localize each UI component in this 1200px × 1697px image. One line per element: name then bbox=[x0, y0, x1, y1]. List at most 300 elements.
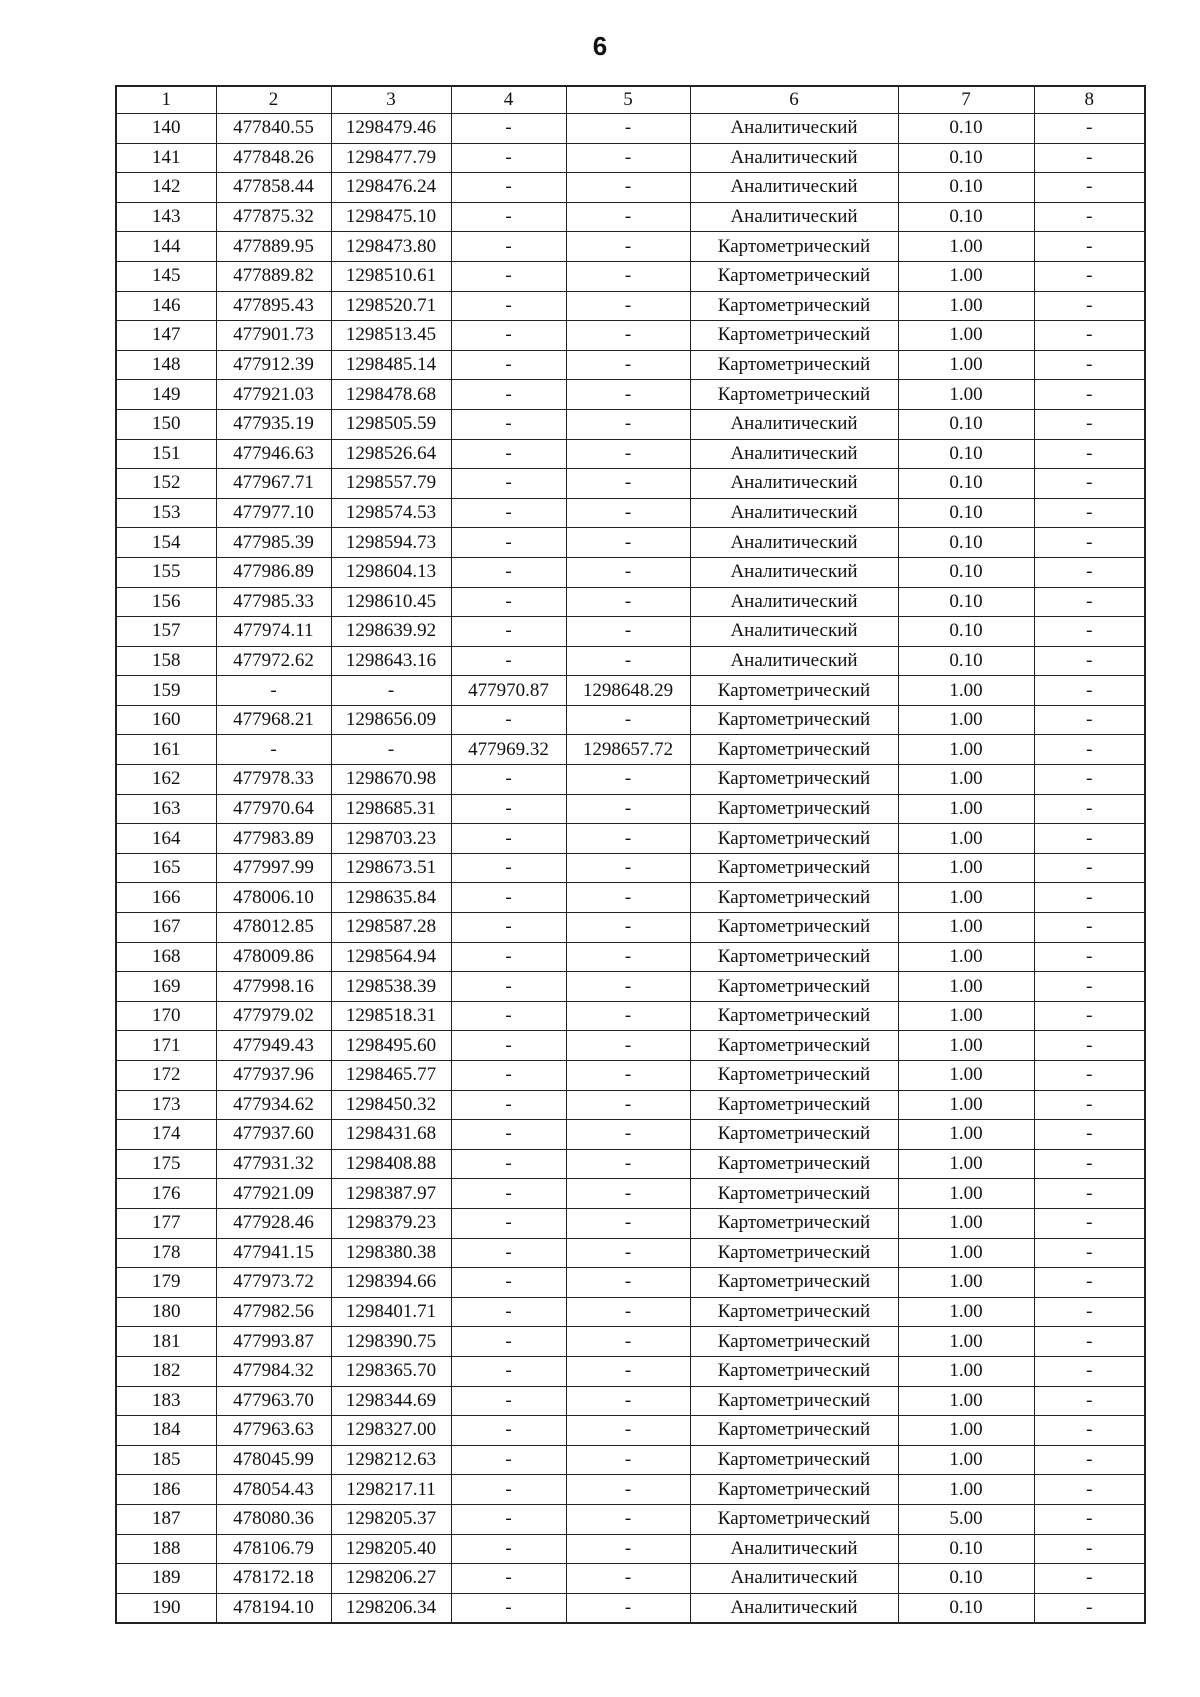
cell-note: - bbox=[1034, 1416, 1145, 1446]
cell-method: Картометрический bbox=[690, 1149, 898, 1179]
table-row bbox=[116, 1238, 1145, 1268]
cell-accuracy: 1.00 bbox=[898, 1061, 1034, 1091]
cell-method: Картометрический bbox=[690, 1268, 898, 1298]
table-row bbox=[116, 1386, 1145, 1416]
cell-note: - bbox=[1034, 321, 1145, 351]
cell-x-coordinate: 477921.03 bbox=[216, 380, 331, 410]
cell-y-coordinate-alt: - bbox=[566, 1445, 690, 1475]
cell-note: - bbox=[1034, 735, 1145, 765]
cell-x-coordinate-alt: - bbox=[451, 913, 566, 943]
cell-x-coordinate-alt: - bbox=[451, 202, 566, 232]
cell-x-coordinate: 477946.63 bbox=[216, 439, 331, 469]
cell-x-coordinate-alt: - bbox=[451, 350, 566, 380]
cell-x-coordinate: - bbox=[216, 676, 331, 706]
cell-point-number: 167 bbox=[116, 913, 216, 943]
cell-x-coordinate: 477998.16 bbox=[216, 972, 331, 1002]
cell-x-coordinate-alt: - bbox=[451, 1504, 566, 1534]
cell-note: - bbox=[1034, 705, 1145, 735]
cell-x-coordinate-alt: - bbox=[451, 794, 566, 824]
cell-y-coordinate: 1298387.97 bbox=[331, 1179, 451, 1209]
cell-y-coordinate-alt: - bbox=[566, 1268, 690, 1298]
cell-y-coordinate-alt: - bbox=[566, 1356, 690, 1386]
cell-x-coordinate-alt: - bbox=[451, 1149, 566, 1179]
cell-y-coordinate-alt: - bbox=[566, 469, 690, 499]
cell-note: - bbox=[1034, 261, 1145, 291]
cell-x-coordinate: 478106.79 bbox=[216, 1534, 331, 1564]
cell-note: - bbox=[1034, 1386, 1145, 1416]
cell-accuracy: 1.00 bbox=[898, 705, 1034, 735]
cell-note: - bbox=[1034, 1475, 1145, 1505]
cell-accuracy: 1.00 bbox=[898, 735, 1034, 765]
cell-y-coordinate-alt: - bbox=[566, 587, 690, 617]
cell-x-coordinate: 477986.89 bbox=[216, 557, 331, 587]
table-row bbox=[116, 202, 1145, 232]
table-row bbox=[116, 439, 1145, 469]
cell-x-coordinate-alt: - bbox=[451, 1238, 566, 1268]
cell-note: - bbox=[1034, 143, 1145, 173]
cell-point-number: 181 bbox=[116, 1327, 216, 1357]
cell-point-number: 172 bbox=[116, 1061, 216, 1091]
table-row bbox=[116, 1564, 1145, 1594]
cell-y-coordinate-alt: - bbox=[566, 380, 690, 410]
cell-x-coordinate: 478012.85 bbox=[216, 913, 331, 943]
cell-accuracy: 1.00 bbox=[898, 1416, 1034, 1446]
cell-accuracy: 1.00 bbox=[898, 1386, 1034, 1416]
cell-y-coordinate: 1298538.39 bbox=[331, 972, 451, 1002]
cell-accuracy: 1.00 bbox=[898, 853, 1034, 883]
table-row bbox=[116, 232, 1145, 262]
cell-x-coordinate: 477937.96 bbox=[216, 1061, 331, 1091]
table-row bbox=[116, 1208, 1145, 1238]
cell-x-coordinate: 477921.09 bbox=[216, 1179, 331, 1209]
column-header: 3 bbox=[331, 86, 451, 114]
cell-point-number: 177 bbox=[116, 1208, 216, 1238]
cell-y-coordinate: 1298574.53 bbox=[331, 498, 451, 528]
cell-point-number: 159 bbox=[116, 676, 216, 706]
cell-x-coordinate: 478045.99 bbox=[216, 1445, 331, 1475]
cell-y-coordinate: 1298206.27 bbox=[331, 1564, 451, 1594]
cell-point-number: 190 bbox=[116, 1593, 216, 1623]
table-row bbox=[116, 1179, 1145, 1209]
cell-point-number: 168 bbox=[116, 942, 216, 972]
cell-point-number: 189 bbox=[116, 1564, 216, 1594]
cell-y-coordinate-alt: - bbox=[566, 114, 690, 144]
cell-x-coordinate-alt: - bbox=[451, 143, 566, 173]
cell-y-coordinate-alt: 1298648.29 bbox=[566, 676, 690, 706]
cell-method: Картометрический bbox=[690, 1090, 898, 1120]
cell-point-number: 175 bbox=[116, 1149, 216, 1179]
cell-y-coordinate-alt: - bbox=[566, 824, 690, 854]
cell-note: - bbox=[1034, 1534, 1145, 1564]
table-row bbox=[116, 143, 1145, 173]
cell-y-coordinate-alt: - bbox=[566, 972, 690, 1002]
cell-point-number: 166 bbox=[116, 883, 216, 913]
cell-x-coordinate: 477934.62 bbox=[216, 1090, 331, 1120]
table-row bbox=[116, 321, 1145, 351]
table-row bbox=[116, 587, 1145, 617]
cell-x-coordinate-alt: - bbox=[451, 1179, 566, 1209]
cell-y-coordinate-alt: - bbox=[566, 498, 690, 528]
cell-accuracy: 1.00 bbox=[898, 1179, 1034, 1209]
cell-y-coordinate-alt: - bbox=[566, 1031, 690, 1061]
table-row bbox=[116, 469, 1145, 499]
cell-accuracy: 0.10 bbox=[898, 143, 1034, 173]
cell-note: - bbox=[1034, 557, 1145, 587]
cell-x-coordinate-alt: - bbox=[451, 469, 566, 499]
cell-accuracy: 1.00 bbox=[898, 794, 1034, 824]
cell-x-coordinate-alt: - bbox=[451, 261, 566, 291]
cell-x-coordinate-alt: - bbox=[451, 1297, 566, 1327]
cell-point-number: 147 bbox=[116, 321, 216, 351]
cell-x-coordinate-alt: - bbox=[451, 409, 566, 439]
cell-accuracy: 1.00 bbox=[898, 1031, 1034, 1061]
cell-y-coordinate-alt: - bbox=[566, 883, 690, 913]
table-row bbox=[116, 824, 1145, 854]
cell-y-coordinate-alt: - bbox=[566, 853, 690, 883]
coordinates-table bbox=[115, 85, 1146, 1624]
table-row bbox=[116, 705, 1145, 735]
table-row bbox=[116, 1090, 1145, 1120]
table-row bbox=[116, 646, 1145, 676]
cell-y-coordinate: 1298401.71 bbox=[331, 1297, 451, 1327]
cell-x-coordinate: 477963.70 bbox=[216, 1386, 331, 1416]
cell-point-number: 144 bbox=[116, 232, 216, 262]
cell-method: Картометрический bbox=[690, 1416, 898, 1446]
cell-note: - bbox=[1034, 1445, 1145, 1475]
cell-accuracy: 1.00 bbox=[898, 1475, 1034, 1505]
cell-point-number: 142 bbox=[116, 173, 216, 203]
cell-y-coordinate-alt: - bbox=[566, 705, 690, 735]
cell-method: Картометрический bbox=[690, 824, 898, 854]
cell-x-coordinate: 478009.86 bbox=[216, 942, 331, 972]
cell-x-coordinate-alt: - bbox=[451, 1475, 566, 1505]
cell-x-coordinate: 477931.32 bbox=[216, 1149, 331, 1179]
cell-note: - bbox=[1034, 617, 1145, 647]
cell-accuracy: 1.00 bbox=[898, 1090, 1034, 1120]
cell-method: Картометрический bbox=[690, 883, 898, 913]
cell-note: - bbox=[1034, 765, 1145, 795]
cell-y-coordinate-alt: - bbox=[566, 1297, 690, 1327]
cell-accuracy: 1.00 bbox=[898, 824, 1034, 854]
cell-method: Картометрический bbox=[690, 1120, 898, 1150]
column-header: 8 bbox=[1034, 86, 1145, 114]
cell-y-coordinate-alt: - bbox=[566, 942, 690, 972]
cell-accuracy: 1.00 bbox=[898, 1445, 1034, 1475]
cell-y-coordinate: 1298639.92 bbox=[331, 617, 451, 647]
table-row bbox=[116, 1356, 1145, 1386]
cell-point-number: 174 bbox=[116, 1120, 216, 1150]
cell-point-number: 188 bbox=[116, 1534, 216, 1564]
cell-x-coordinate-alt: - bbox=[451, 1386, 566, 1416]
cell-y-coordinate: 1298205.37 bbox=[331, 1504, 451, 1534]
cell-point-number: 163 bbox=[116, 794, 216, 824]
cell-y-coordinate: 1298656.09 bbox=[331, 705, 451, 735]
table-row bbox=[116, 765, 1145, 795]
cell-method: Аналитический bbox=[690, 1534, 898, 1564]
cell-note: - bbox=[1034, 1504, 1145, 1534]
cell-x-coordinate-alt: - bbox=[451, 439, 566, 469]
column-header: 4 bbox=[451, 86, 566, 114]
cell-x-coordinate: 477997.99 bbox=[216, 853, 331, 883]
cell-y-coordinate-alt: - bbox=[566, 1001, 690, 1031]
table-row bbox=[116, 735, 1145, 765]
cell-note: - bbox=[1034, 528, 1145, 558]
cell-note: - bbox=[1034, 646, 1145, 676]
cell-note: - bbox=[1034, 913, 1145, 943]
cell-y-coordinate-alt: - bbox=[566, 202, 690, 232]
column-header: 1 bbox=[116, 86, 216, 114]
cell-method: Аналитический bbox=[690, 528, 898, 558]
cell-accuracy: 0.10 bbox=[898, 409, 1034, 439]
cell-y-coordinate: 1298206.34 bbox=[331, 1593, 451, 1623]
cell-point-number: 157 bbox=[116, 617, 216, 647]
column-header: 5 bbox=[566, 86, 690, 114]
cell-accuracy: 1.00 bbox=[898, 1208, 1034, 1238]
cell-note: - bbox=[1034, 1297, 1145, 1327]
cell-accuracy: 0.10 bbox=[898, 202, 1034, 232]
cell-x-coordinate-alt: - bbox=[451, 1593, 566, 1623]
cell-y-coordinate: 1298327.00 bbox=[331, 1416, 451, 1446]
cell-point-number: 171 bbox=[116, 1031, 216, 1061]
cell-method: Картометрический bbox=[690, 1031, 898, 1061]
cell-x-coordinate: 478054.43 bbox=[216, 1475, 331, 1505]
cell-y-coordinate: 1298557.79 bbox=[331, 469, 451, 499]
cell-y-coordinate-alt: - bbox=[566, 1120, 690, 1150]
cell-method: Аналитический bbox=[690, 498, 898, 528]
cell-accuracy: 0.10 bbox=[898, 528, 1034, 558]
cell-point-number: 176 bbox=[116, 1179, 216, 1209]
cell-x-coordinate: 477937.60 bbox=[216, 1120, 331, 1150]
cell-y-coordinate-alt: - bbox=[566, 321, 690, 351]
cell-x-coordinate: 477978.33 bbox=[216, 765, 331, 795]
cell-method: Картометрический bbox=[690, 261, 898, 291]
cell-y-coordinate: 1298478.68 bbox=[331, 380, 451, 410]
cell-y-coordinate-alt: - bbox=[566, 1238, 690, 1268]
cell-point-number: 140 bbox=[116, 114, 216, 144]
cell-y-coordinate-alt: - bbox=[566, 794, 690, 824]
cell-note: - bbox=[1034, 439, 1145, 469]
cell-y-coordinate-alt: - bbox=[566, 557, 690, 587]
table-body bbox=[116, 114, 1145, 1624]
cell-y-coordinate: 1298479.46 bbox=[331, 114, 451, 144]
table-row bbox=[116, 1445, 1145, 1475]
cell-y-coordinate-alt: - bbox=[566, 1504, 690, 1534]
cell-method: Картометрический bbox=[690, 1504, 898, 1534]
cell-x-coordinate-alt: - bbox=[451, 1327, 566, 1357]
cell-y-coordinate-alt: - bbox=[566, 1327, 690, 1357]
cell-accuracy: 0.10 bbox=[898, 114, 1034, 144]
cell-point-number: 151 bbox=[116, 439, 216, 469]
cell-method: Картометрический bbox=[690, 794, 898, 824]
cell-x-coordinate: 477985.39 bbox=[216, 528, 331, 558]
cell-note: - bbox=[1034, 291, 1145, 321]
cell-point-number: 160 bbox=[116, 705, 216, 735]
cell-method: Картометрический bbox=[690, 942, 898, 972]
cell-y-coordinate: 1298604.13 bbox=[331, 557, 451, 587]
cell-method: Аналитический bbox=[690, 143, 898, 173]
column-header: 7 bbox=[898, 86, 1034, 114]
cell-x-coordinate: 477858.44 bbox=[216, 173, 331, 203]
cell-y-coordinate-alt: - bbox=[566, 1179, 690, 1209]
cell-method: Аналитический bbox=[690, 202, 898, 232]
cell-y-coordinate-alt: 1298657.72 bbox=[566, 735, 690, 765]
page-number: 6 bbox=[592, 31, 608, 61]
cell-y-coordinate: - bbox=[331, 676, 451, 706]
cell-x-coordinate: 477840.55 bbox=[216, 114, 331, 144]
cell-method: Картометрический bbox=[690, 1445, 898, 1475]
cell-accuracy: 0.10 bbox=[898, 469, 1034, 499]
cell-x-coordinate: 477848.26 bbox=[216, 143, 331, 173]
cell-point-number: 150 bbox=[116, 409, 216, 439]
cell-accuracy: 1.00 bbox=[898, 883, 1034, 913]
cell-accuracy: 1.00 bbox=[898, 913, 1034, 943]
cell-method: Картометрический bbox=[690, 853, 898, 883]
cell-method: Картометрический bbox=[690, 232, 898, 262]
cell-note: - bbox=[1034, 1356, 1145, 1386]
cell-y-coordinate: 1298473.80 bbox=[331, 232, 451, 262]
cell-y-coordinate: 1298673.51 bbox=[331, 853, 451, 883]
cell-y-coordinate-alt: - bbox=[566, 261, 690, 291]
cell-x-coordinate: 477968.21 bbox=[216, 705, 331, 735]
cell-point-number: 182 bbox=[116, 1356, 216, 1386]
cell-point-number: 180 bbox=[116, 1297, 216, 1327]
cell-y-coordinate: 1298635.84 bbox=[331, 883, 451, 913]
cell-x-coordinate-alt: 477970.87 bbox=[451, 676, 566, 706]
cell-note: - bbox=[1034, 972, 1145, 1002]
cell-y-coordinate: 1298475.10 bbox=[331, 202, 451, 232]
cell-x-coordinate: 477889.95 bbox=[216, 232, 331, 262]
cell-accuracy: 1.00 bbox=[898, 261, 1034, 291]
cell-x-coordinate-alt: - bbox=[451, 1416, 566, 1446]
table-row bbox=[116, 350, 1145, 380]
cell-method: Картометрический bbox=[690, 291, 898, 321]
cell-accuracy: 0.10 bbox=[898, 646, 1034, 676]
cell-x-coordinate-alt: - bbox=[451, 1268, 566, 1298]
cell-y-coordinate: 1298505.59 bbox=[331, 409, 451, 439]
cell-accuracy: 1.00 bbox=[898, 942, 1034, 972]
cell-x-coordinate-alt: - bbox=[451, 972, 566, 1002]
table-row bbox=[116, 1149, 1145, 1179]
table-row bbox=[116, 1120, 1145, 1150]
cell-y-coordinate: 1298450.32 bbox=[331, 1090, 451, 1120]
cell-point-number: 149 bbox=[116, 380, 216, 410]
cell-y-coordinate-alt: - bbox=[566, 1386, 690, 1416]
table-row bbox=[116, 380, 1145, 410]
table-row bbox=[116, 1031, 1145, 1061]
cell-y-coordinate-alt: - bbox=[566, 765, 690, 795]
cell-x-coordinate: 478080.36 bbox=[216, 1504, 331, 1534]
table-row bbox=[116, 1268, 1145, 1298]
cell-point-number: 183 bbox=[116, 1386, 216, 1416]
cell-y-coordinate: 1298513.45 bbox=[331, 321, 451, 351]
cell-note: - bbox=[1034, 587, 1145, 617]
cell-y-coordinate: 1298205.40 bbox=[331, 1534, 451, 1564]
cell-accuracy: 0.10 bbox=[898, 617, 1034, 647]
cell-method: Аналитический bbox=[690, 617, 898, 647]
cell-x-coordinate-alt: - bbox=[451, 765, 566, 795]
cell-note: - bbox=[1034, 942, 1145, 972]
cell-y-coordinate: 1298703.23 bbox=[331, 824, 451, 854]
cell-x-coordinate-alt: - bbox=[451, 1090, 566, 1120]
cell-y-coordinate: 1298394.66 bbox=[331, 1268, 451, 1298]
cell-point-number: 153 bbox=[116, 498, 216, 528]
cell-y-coordinate: 1298526.64 bbox=[331, 439, 451, 469]
cell-method: Картометрический bbox=[690, 705, 898, 735]
cell-method: Картометрический bbox=[690, 1327, 898, 1357]
table-row bbox=[116, 883, 1145, 913]
cell-y-coordinate-alt: - bbox=[566, 1208, 690, 1238]
table-row bbox=[116, 1061, 1145, 1091]
cell-accuracy: 0.10 bbox=[898, 439, 1034, 469]
cell-x-coordinate: 477977.10 bbox=[216, 498, 331, 528]
cell-method: Картометрический bbox=[690, 1208, 898, 1238]
cell-y-coordinate: 1298365.70 bbox=[331, 1356, 451, 1386]
column-header: 6 bbox=[690, 86, 898, 114]
cell-note: - bbox=[1034, 1061, 1145, 1091]
cell-x-coordinate: 477983.89 bbox=[216, 824, 331, 854]
cell-note: - bbox=[1034, 1208, 1145, 1238]
cell-point-number: 161 bbox=[116, 735, 216, 765]
cell-y-coordinate-alt: - bbox=[566, 1564, 690, 1594]
cell-x-coordinate: 477973.72 bbox=[216, 1268, 331, 1298]
cell-x-coordinate-alt: - bbox=[451, 291, 566, 321]
cell-method: Картометрический bbox=[690, 380, 898, 410]
cell-method: Картометрический bbox=[690, 1061, 898, 1091]
cell-x-coordinate-alt: - bbox=[451, 114, 566, 144]
cell-note: - bbox=[1034, 883, 1145, 913]
cell-point-number: 154 bbox=[116, 528, 216, 558]
cell-point-number: 141 bbox=[116, 143, 216, 173]
table-row bbox=[116, 498, 1145, 528]
cell-x-coordinate: 477967.71 bbox=[216, 469, 331, 499]
cell-point-number: 164 bbox=[116, 824, 216, 854]
cell-accuracy: 1.00 bbox=[898, 972, 1034, 1002]
cell-method: Аналитический bbox=[690, 469, 898, 499]
cell-y-coordinate: 1298344.69 bbox=[331, 1386, 451, 1416]
cell-x-coordinate: 477963.63 bbox=[216, 1416, 331, 1446]
cell-x-coordinate-alt: - bbox=[451, 557, 566, 587]
cell-y-coordinate: 1298670.98 bbox=[331, 765, 451, 795]
cell-point-number: 155 bbox=[116, 557, 216, 587]
cell-y-coordinate: 1298520.71 bbox=[331, 291, 451, 321]
cell-method: Аналитический bbox=[690, 557, 898, 587]
cell-point-number: 152 bbox=[116, 469, 216, 499]
cell-point-number: 145 bbox=[116, 261, 216, 291]
cell-accuracy: 1.00 bbox=[898, 1268, 1034, 1298]
cell-x-coordinate-alt: - bbox=[451, 1564, 566, 1594]
cell-x-coordinate: 477985.33 bbox=[216, 587, 331, 617]
cell-x-coordinate: - bbox=[216, 735, 331, 765]
cell-y-coordinate: 1298217.11 bbox=[331, 1475, 451, 1505]
cell-accuracy: 1.00 bbox=[898, 380, 1034, 410]
cell-note: - bbox=[1034, 409, 1145, 439]
cell-method: Картометрический bbox=[690, 1297, 898, 1327]
table-row bbox=[116, 1297, 1145, 1327]
cell-accuracy: 1.00 bbox=[898, 1297, 1034, 1327]
cell-accuracy: 0.10 bbox=[898, 557, 1034, 587]
cell-method: Картометрический bbox=[690, 1475, 898, 1505]
cell-method: Картометрический bbox=[690, 676, 898, 706]
cell-note: - bbox=[1034, 676, 1145, 706]
cell-y-coordinate-alt: - bbox=[566, 143, 690, 173]
cell-x-coordinate-alt: - bbox=[451, 587, 566, 617]
table-row bbox=[116, 972, 1145, 1002]
cell-x-coordinate: 477928.46 bbox=[216, 1208, 331, 1238]
cell-method: Аналитический bbox=[690, 173, 898, 203]
table-row bbox=[116, 1475, 1145, 1505]
cell-method: Аналитический bbox=[690, 646, 898, 676]
cell-y-coordinate: - bbox=[331, 735, 451, 765]
